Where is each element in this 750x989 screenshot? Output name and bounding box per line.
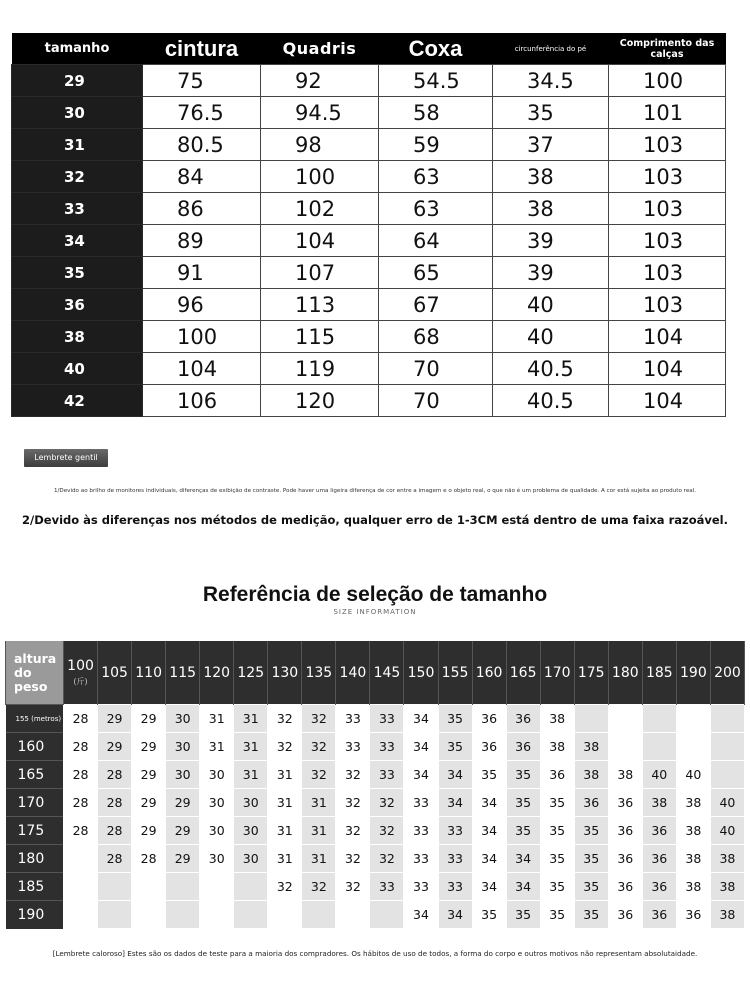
header-leg-opening: circunferência do pé [493,33,609,65]
size-suggestion-cell [234,901,268,929]
size-label: 38 [12,321,143,353]
size-measure-cell: 38 [493,161,609,193]
size-suggestion-cell: 34 [506,873,540,901]
size-suggestion-cell: 32 [336,845,370,873]
size-suggestion-cell: 28 [98,845,132,873]
size-row [12,161,726,193]
size-measure-cell: 120 [261,385,379,417]
size-measure-cell: 64 [379,225,493,257]
size-suggestion-cell: 33 [370,705,404,733]
height-row [6,761,745,789]
size-measure-cell: 104 [609,321,726,353]
height-label: 155 (metros) [6,705,64,733]
height-label: 185 [6,873,64,901]
size-suggestion-cell [608,705,642,733]
size-suggestion-cell: 32 [302,873,336,901]
size-suggestion-cell: 36 [642,817,676,845]
size-suggestion-cell: 31 [302,789,336,817]
size-suggestion-cell: 28 [64,817,98,845]
weight-header-cell: 180 [608,641,642,705]
size-suggestion-cell [642,733,676,761]
size-label: 30 [12,97,143,129]
size-measure-cell: 106 [143,385,261,417]
size-label: 40 [12,353,143,385]
size-suggestion-cell: 32 [268,705,302,733]
size-suggestion-cell [98,873,132,901]
size-suggestion-cell [370,901,404,929]
size-suggestion-cell: 29 [132,761,166,789]
size-measure-cell: 34.5 [493,65,609,97]
size-suggestion-cell: 35 [438,705,472,733]
size-suggestion-cell: 33 [370,873,404,901]
size-suggestion-cell: 34 [404,705,438,733]
footer-reminder: [Lembrete caloroso] Estes são os dados de teste para a maioria dos compradores. Os hábitos de uso de todos, a forma do corpo e outros motivos não representam absolutaidade. [52,949,698,958]
size-suggestion-cell: 38 [642,789,676,817]
size-suggestion-cell: 35 [574,817,608,845]
size-suggestion-cell: 34 [404,901,438,929]
height-label: 170 [6,789,64,817]
size-suggestion-cell: 36 [642,845,676,873]
weight-header-cell: 135 [302,641,336,705]
size-measure-cell: 103 [609,225,726,257]
size-row [12,129,726,161]
size-suggestion-cell [642,705,676,733]
size-suggestion-cell: 38 [540,705,574,733]
size-suggestion-cell: 36 [642,901,676,929]
size-measure-cell: 58 [379,97,493,129]
header-thigh: Coxa [379,33,493,65]
size-suggestion-cell: 28 [98,789,132,817]
size-measure-cell: 75 [143,65,261,97]
note-monitor-color: 1/Devido ao brilho de monitores individuais, diferenças de exibição de contraste. Pode haver uma ligeira diferença de cor entre a imagem e o objeto real, o que não é um problema de qualidade. A cor está sujeita ao produto real. [53,488,697,494]
size-measure-cell: 76.5 [143,97,261,129]
size-suggestion-cell: 29 [132,817,166,845]
size-suggestion-cell: 30 [234,817,268,845]
size-suggestion-cell: 29 [132,733,166,761]
size-row [12,97,726,129]
size-suggestion-cell: 31 [234,761,268,789]
size-suggestion-cell: 28 [132,845,166,873]
weight-header-cell: 155 [438,641,472,705]
size-suggestion-cell: 29 [98,705,132,733]
size-label: 33 [12,193,143,225]
size-measure-cell: 94.5 [261,97,379,129]
size-suggestion-cell: 32 [268,873,302,901]
size-measure-cell: 39 [493,257,609,289]
size-suggestion-cell: 31 [268,845,302,873]
height-row [6,705,745,733]
size-suggestion-cell: 32 [268,733,302,761]
size-suggestion-cell: 38 [676,845,710,873]
size-measure-cell: 103 [609,257,726,289]
size-suggestion-cell: 35 [574,845,608,873]
size-suggestion-cell [98,901,132,929]
size-row [12,257,726,289]
weight-header-row [6,641,745,705]
size-suggestion-cell: 40 [710,789,744,817]
size-measure-cell: 104 [261,225,379,257]
size-suggestion-cell: 28 [64,705,98,733]
weight-header-cell: 115 [166,641,200,705]
size-measure-cell: 101 [609,97,726,129]
size-measure-cell: 40.5 [493,353,609,385]
size-measure-cell: 63 [379,161,493,193]
size-suggestion-cell: 35 [540,901,574,929]
header-pants-length: Comprimento das calças [609,33,726,65]
size-suggestion-cell: 29 [166,845,200,873]
weight-header-cell: 125 [234,641,268,705]
size-suggestion-cell: 36 [608,817,642,845]
size-row [12,385,726,417]
size-suggestion-cell: 35 [472,761,506,789]
size-suggestion-cell: 29 [98,733,132,761]
size-measure-cell: 104 [609,385,726,417]
height-label: 160 [6,733,64,761]
size-label: 36 [12,289,143,321]
size-suggestion-cell: 38 [574,761,608,789]
size-suggestion-cell [132,901,166,929]
size-measure-cell: 100 [143,321,261,353]
size-reference-table [5,641,745,929]
size-measure-cell: 40 [493,321,609,353]
size-suggestion-cell [710,733,744,761]
size-suggestion-cell: 28 [98,761,132,789]
size-suggestion-cell: 35 [540,845,574,873]
size-suggestion-cell: 32 [302,761,336,789]
size-suggestion-cell [200,901,234,929]
weight-header-cell: 175 [574,641,608,705]
size-row [12,289,726,321]
size-suggestion-cell: 35 [540,789,574,817]
size-suggestion-cell: 38 [540,733,574,761]
size-suggestion-cell: 38 [710,901,744,929]
size-measure-cell: 102 [261,193,379,225]
size-measure-cell: 80.5 [143,129,261,161]
size-suggestion-cell [166,873,200,901]
size-measure-cell: 107 [261,257,379,289]
size-measure-cell: 63 [379,193,493,225]
size-label: 34 [12,225,143,257]
reference-title: Referência de seleção de tamanho [202,583,548,606]
size-row [12,321,726,353]
size-suggestion-cell [302,901,336,929]
size-row [12,353,726,385]
size-measure-cell: 91 [143,257,261,289]
size-suggestion-cell: 32 [370,845,404,873]
size-suggestion-cell: 34 [472,817,506,845]
size-suggestion-cell: 33 [404,789,438,817]
size-suggestion-cell [710,761,744,789]
size-measure-cell: 115 [261,321,379,353]
size-suggestion-cell: 28 [98,817,132,845]
header-size: tamanho [12,33,143,65]
height-label: 190 [6,901,64,929]
weight-header-cell: 185 [642,641,676,705]
size-suggestion-cell: 36 [472,733,506,761]
size-measure-cell: 103 [609,129,726,161]
size-suggestion-cell: 38 [676,789,710,817]
size-suggestion-cell: 38 [710,873,744,901]
height-label: 180 [6,845,64,873]
size-measure-cell: 37 [493,129,609,161]
size-suggestion-cell: 33 [404,873,438,901]
height-row [6,733,745,761]
size-measure-cell: 68 [379,321,493,353]
size-suggestion-cell: 34 [438,761,472,789]
size-suggestion-cell: 30 [200,789,234,817]
size-measure-cell: 65 [379,257,493,289]
size-suggestion-cell: 30 [234,789,268,817]
weight-header-cell: 160 [472,641,506,705]
size-suggestion-cell: 34 [438,901,472,929]
size-label: 35 [12,257,143,289]
size-measure-cell: 70 [379,353,493,385]
size-suggestion-cell: 28 [64,733,98,761]
size-suggestion-cell: 32 [336,873,370,901]
size-suggestion-cell: 36 [506,705,540,733]
header-waist: cintura [143,33,261,65]
height-label: 175 [6,817,64,845]
size-suggestion-cell: 31 [234,733,268,761]
size-measure-cell: 103 [609,289,726,321]
size-suggestion-cell: 30 [200,817,234,845]
weight-header-cell: 165 [506,641,540,705]
size-measure-cell: 98 [261,129,379,161]
size-suggestion-cell [710,705,744,733]
size-suggestion-cell: 34 [404,761,438,789]
size-suggestion-cell: 33 [404,817,438,845]
size-suggestion-cell: 30 [200,761,234,789]
size-suggestion-cell: 33 [336,705,370,733]
weight-header-cell: 105 [98,641,132,705]
weight-header-cell: 190 [676,641,710,705]
height-row [6,789,745,817]
size-measure-cell: 89 [143,225,261,257]
size-suggestion-cell: 35 [472,901,506,929]
size-suggestion-cell: 32 [302,733,336,761]
size-suggestion-cell: 29 [166,789,200,817]
size-chart-table [11,33,726,417]
weight-header-cell: 110 [132,641,166,705]
size-measure-cell: 38 [493,193,609,225]
size-suggestion-cell: 35 [506,817,540,845]
size-measure-cell: 40.5 [493,385,609,417]
size-suggestion-cell: 31 [302,817,336,845]
note-measurement-error: 2/Devido às diferenças nos métodos de medição, qualquer erro de 1-3CM está dentro de uma faixa razoável. [22,513,728,527]
reminder-tag: Lembrete gentil [24,449,108,467]
size-suggestion-cell: 36 [540,761,574,789]
height-row [6,845,745,873]
size-suggestion-cell: 33 [438,873,472,901]
size-suggestion-cell: 30 [200,845,234,873]
size-suggestion-cell [64,901,98,929]
size-suggestion-cell: 36 [642,873,676,901]
size-suggestion-cell: 29 [132,705,166,733]
size-suggestion-cell: 40 [710,817,744,845]
size-suggestion-cell: 36 [608,901,642,929]
size-suggestion-cell: 36 [608,873,642,901]
weight-header-cell: 200 [710,641,744,705]
size-measure-cell: 103 [609,193,726,225]
size-suggestion-cell: 33 [370,761,404,789]
size-row [12,225,726,257]
size-suggestion-cell: 35 [506,901,540,929]
size-measure-cell: 35 [493,97,609,129]
weight-header-cell: 130 [268,641,302,705]
size-suggestion-cell: 38 [676,817,710,845]
size-suggestion-cell [268,901,302,929]
size-suggestion-cell: 31 [200,705,234,733]
size-suggestion-cell: 32 [370,789,404,817]
size-suggestion-cell: 36 [506,733,540,761]
size-measure-cell: 104 [609,353,726,385]
size-suggestion-cell: 31 [268,789,302,817]
size-suggestion-cell: 33 [336,733,370,761]
size-suggestion-cell: 38 [710,845,744,873]
size-suggestion-cell: 29 [166,817,200,845]
size-suggestion-cell [608,733,642,761]
size-measure-cell: 103 [609,161,726,193]
size-suggestion-cell: 35 [506,789,540,817]
size-measure-cell: 100 [261,161,379,193]
size-suggestion-cell: 30 [166,705,200,733]
size-suggestion-cell: 35 [506,761,540,789]
size-measure-cell: 54.5 [379,65,493,97]
weight-header-cell: 145 [370,641,404,705]
size-suggestion-cell: 36 [676,901,710,929]
size-suggestion-cell: 33 [404,845,438,873]
size-suggestion-cell: 29 [132,789,166,817]
size-suggestion-cell: 30 [166,761,200,789]
size-measure-cell: 104 [143,353,261,385]
size-suggestion-cell: 36 [608,845,642,873]
header-hips: Quadris [261,33,379,65]
size-suggestion-cell: 38 [676,873,710,901]
size-suggestion-cell: 32 [370,817,404,845]
size-suggestion-cell: 32 [336,761,370,789]
size-measure-cell: 67 [379,289,493,321]
size-suggestion-cell: 36 [608,789,642,817]
size-measure-cell: 84 [143,161,261,193]
size-measure-cell: 70 [379,385,493,417]
size-suggestion-cell: 28 [64,789,98,817]
size-suggestion-cell: 35 [574,901,608,929]
size-suggestion-cell: 34 [404,733,438,761]
size-suggestion-cell: 28 [64,761,98,789]
size-label: 32 [12,161,143,193]
size-suggestion-cell: 34 [438,789,472,817]
size-suggestion-cell: 36 [472,705,506,733]
weight-header-cell: 100 (斤) [64,641,98,705]
size-suggestion-cell: 32 [302,705,336,733]
size-suggestion-cell: 38 [574,733,608,761]
size-suggestion-cell: 36 [574,789,608,817]
height-label: 165 [6,761,64,789]
height-row [6,873,745,901]
size-measure-cell: 96 [143,289,261,321]
size-measure-cell: 100 [609,65,726,97]
size-row [12,65,726,97]
size-suggestion-cell: 33 [438,817,472,845]
size-suggestion-cell: 35 [438,733,472,761]
size-label: 31 [12,129,143,161]
size-suggestion-cell: 33 [370,733,404,761]
size-suggestion-cell [166,901,200,929]
height-row [6,817,745,845]
weight-header-cell: 170 [540,641,574,705]
size-suggestion-cell: 35 [574,873,608,901]
size-suggestion-cell: 31 [200,733,234,761]
size-suggestion-cell: 33 [438,845,472,873]
size-measure-cell: 113 [261,289,379,321]
size-suggestion-cell: 31 [268,817,302,845]
weight-header-cell: 120 [200,641,234,705]
size-measure-cell: 119 [261,353,379,385]
size-chart-header-row [12,33,726,65]
size-suggestion-cell: 34 [506,845,540,873]
size-suggestion-cell [200,873,234,901]
size-suggestion-cell: 38 [608,761,642,789]
size-suggestion-cell: 31 [302,845,336,873]
size-suggestion-cell: 35 [540,873,574,901]
size-measure-cell: 86 [143,193,261,225]
size-suggestion-cell: 34 [472,789,506,817]
size-suggestion-cell: 31 [268,761,302,789]
size-label: 42 [12,385,143,417]
size-suggestion-cell: 40 [676,761,710,789]
weight-header-cell: 140 [336,641,370,705]
weight-header-cell: 150 [404,641,438,705]
size-suggestion-cell [132,873,166,901]
size-suggestion-cell [64,873,98,901]
size-suggestion-cell: 31 [234,705,268,733]
height-row [6,901,745,929]
height-weight-corner: altura do peso [6,641,64,705]
size-suggestion-cell [234,873,268,901]
size-suggestion-cell: 34 [472,845,506,873]
size-suggestion-cell [574,705,608,733]
size-suggestion-cell [676,705,710,733]
size-label: 29 [12,65,143,97]
size-suggestion-cell [336,901,370,929]
reference-subtitle: SIZE INFORMATION [333,608,417,616]
size-suggestion-cell: 35 [540,817,574,845]
size-measure-cell: 39 [493,225,609,257]
size-suggestion-cell: 30 [166,733,200,761]
size-suggestion-cell: 40 [642,761,676,789]
size-suggestion-cell: 30 [234,845,268,873]
size-row [12,193,726,225]
size-measure-cell: 59 [379,129,493,161]
size-suggestion-cell: 32 [336,817,370,845]
size-measure-cell: 40 [493,289,609,321]
size-suggestion-cell [64,845,98,873]
size-measure-cell: 92 [261,65,379,97]
size-suggestion-cell: 32 [336,789,370,817]
size-suggestion-cell [676,733,710,761]
weight-unit: (斤) [73,677,88,686]
size-suggestion-cell: 34 [472,873,506,901]
